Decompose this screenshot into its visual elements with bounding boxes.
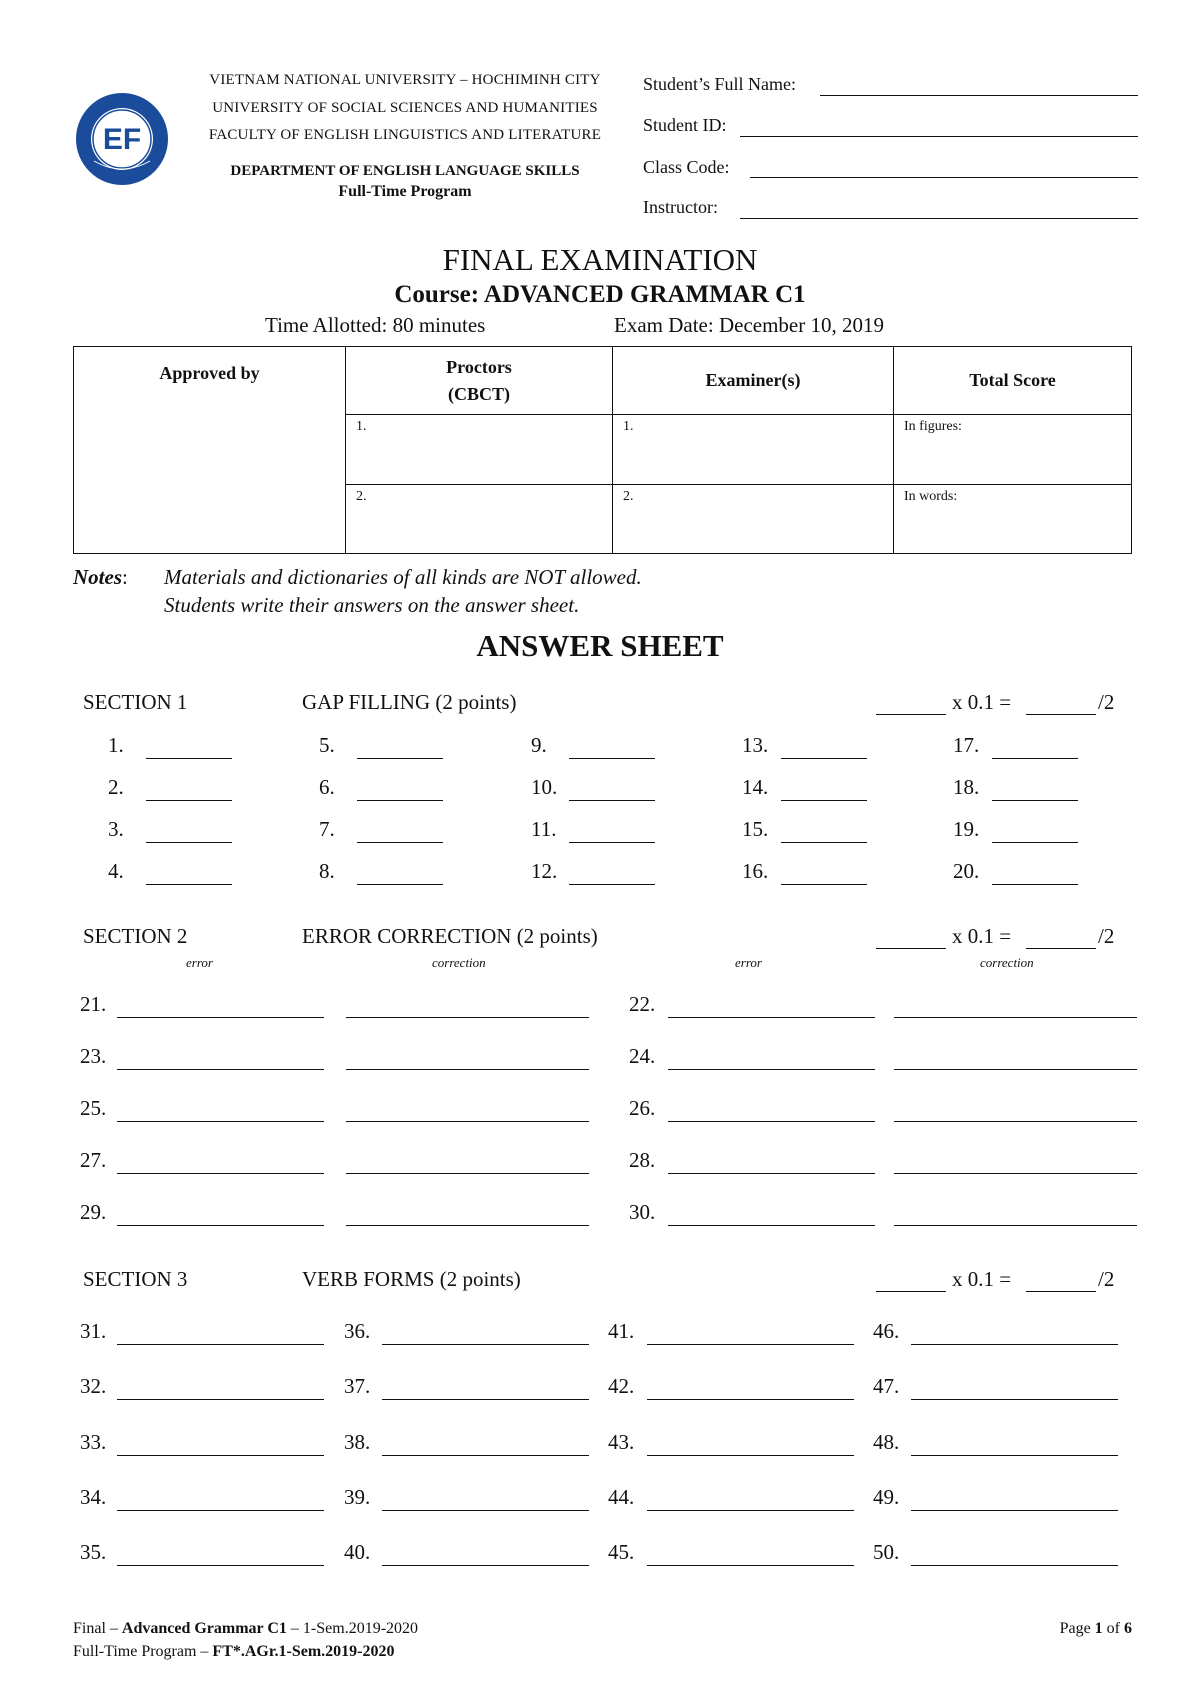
proctor-1-cell[interactable] — [346, 415, 613, 485]
answer-number: 1. — [108, 733, 124, 757]
answer-number: 18. — [953, 775, 980, 799]
answer-blank[interactable] — [992, 800, 1078, 801]
examiners-header: Examiner(s) — [613, 347, 894, 415]
answer-number: 47. — [873, 1374, 900, 1398]
answer-number: 25. — [80, 1096, 107, 1120]
instructor-field[interactable] — [740, 218, 1138, 219]
answer-number: 38. — [344, 1430, 371, 1454]
section-3-points: (2 points) — [439, 1267, 521, 1291]
score-figures-cell[interactable] — [894, 415, 1132, 485]
error-blank[interactable] — [668, 1017, 875, 1018]
answer-number: 30. — [629, 1200, 656, 1224]
page-number — [1060, 1620, 1132, 1638]
section-1-name: GAP FILLING — [302, 690, 431, 714]
answer-number: 46. — [873, 1319, 900, 1343]
answer-blank[interactable] — [146, 800, 232, 801]
class-code-label: Class Code: — [643, 157, 730, 177]
answer-sheet-title: ANSWER SHEET — [476, 628, 724, 663]
error-blank[interactable] — [117, 1173, 324, 1174]
institution-line-2: UNIVERSITY OF SOCIAL SCIENCES AND HUMANITIES — [212, 100, 598, 116]
section-1-score-field[interactable] — [1026, 714, 1096, 715]
answer-number: 49. — [873, 1485, 900, 1509]
answer-number: 19. — [953, 817, 980, 841]
svg-text:EF: EF — [102, 123, 142, 156]
correction-blank[interactable] — [346, 1225, 589, 1226]
answer-blank[interactable] — [569, 758, 655, 759]
answer-blank[interactable] — [382, 1455, 589, 1456]
answer-number: 42. — [608, 1374, 635, 1398]
page-of: of — [1102, 1620, 1124, 1637]
section-3-name: VERB FORMS — [302, 1267, 435, 1291]
footer-semester: – 1-Sem.2019-2020 — [286, 1620, 419, 1637]
error-blank[interactable] — [668, 1173, 875, 1174]
answer-number: 8. — [319, 859, 335, 883]
section-2-label: SECTION 2 — [83, 924, 188, 948]
proctors-header — [346, 347, 613, 415]
section-2-multiplier: x 0.1 = — [952, 924, 1012, 948]
correction-hint-left: correction — [432, 955, 486, 970]
answer-number: 2. — [108, 775, 124, 799]
section-2-score-field[interactable] — [1026, 948, 1096, 949]
notes-block — [73, 565, 128, 590]
examiner-2-label: 2. — [623, 489, 634, 504]
error-blank[interactable] — [117, 1225, 324, 1226]
institution-line-3: FACULTY OF ENGLISH LINGUISTICS AND LITERATURE — [208, 127, 602, 143]
section-2-name: ERROR CORRECTION — [302, 924, 512, 948]
answer-number: 14. — [742, 775, 769, 799]
answer-blank[interactable] — [117, 1565, 324, 1566]
answer-number: 43. — [608, 1430, 635, 1454]
answer-number: 12. — [531, 859, 558, 883]
answer-blank[interactable] — [781, 842, 867, 843]
answer-blank[interactable] — [647, 1565, 854, 1566]
answer-number: 33. — [80, 1430, 107, 1454]
answer-number: 45. — [608, 1540, 635, 1564]
answer-blank[interactable] — [357, 800, 443, 801]
footer-line-1 — [73, 1620, 418, 1638]
answer-number: 13. — [742, 733, 769, 757]
answer-number: 41. — [608, 1319, 635, 1343]
answer-number: 44. — [608, 1485, 635, 1509]
proctor-1-label: 1. — [356, 419, 367, 434]
answer-number: 48. — [873, 1430, 900, 1454]
answer-number: 16. — [742, 859, 769, 883]
answer-number: 10. — [531, 775, 558, 799]
answer-number: 20. — [953, 859, 980, 883]
error-blank[interactable] — [117, 1017, 324, 1018]
answer-blank[interactable] — [647, 1510, 854, 1511]
answer-number: 50. — [873, 1540, 900, 1564]
answer-blank[interactable] — [357, 842, 443, 843]
section-1-label: SECTION 1 — [83, 690, 188, 714]
answer-blank[interactable] — [382, 1565, 589, 1566]
error-hint-left: error — [186, 955, 213, 970]
answer-blank[interactable] — [382, 1510, 589, 1511]
error-blank[interactable] — [668, 1069, 875, 1070]
answer-blank[interactable] — [382, 1344, 589, 1345]
proctors-label: Proctors — [446, 356, 512, 377]
examiner-1-cell[interactable] — [613, 415, 894, 485]
answer-number: 32. — [80, 1374, 107, 1398]
proctor-2-cell[interactable] — [346, 485, 613, 554]
section-3-total: /2 — [1098, 1267, 1115, 1291]
answer-blank[interactable] — [911, 1399, 1118, 1400]
answer-blank[interactable] — [117, 1399, 324, 1400]
answer-number: 24. — [629, 1044, 656, 1068]
correction-blank[interactable] — [894, 1225, 1137, 1226]
answer-blank[interactable] — [781, 800, 867, 801]
answer-blank[interactable] — [911, 1510, 1118, 1511]
approved-by-label: Approved by — [159, 363, 260, 383]
answer-blank[interactable] — [992, 758, 1078, 759]
instructor-label: Instructor: — [643, 197, 718, 217]
correction-blank[interactable] — [346, 1017, 589, 1018]
answer-blank[interactable] — [647, 1455, 854, 1456]
answer-blank[interactable] — [781, 884, 867, 885]
correction-blank[interactable] — [346, 1121, 589, 1122]
answer-blank[interactable] — [647, 1399, 854, 1400]
answer-blank[interactable] — [117, 1344, 324, 1345]
answer-blank[interactable] — [992, 842, 1078, 843]
notes-colon: : — [122, 565, 128, 589]
answer-number: 29. — [80, 1200, 107, 1224]
department-name: DEPARTMENT OF ENGLISH LANGUAGE SKILLS — [230, 163, 580, 179]
page-current: 1 — [1094, 1620, 1103, 1637]
answer-blank[interactable] — [569, 842, 655, 843]
score-words-cell[interactable] — [894, 485, 1132, 554]
total-score-header: Total Score — [894, 347, 1132, 415]
section-3-multiplier: x 0.1 = — [952, 1267, 1012, 1291]
approval-table — [73, 346, 1132, 554]
answer-blank[interactable] — [146, 758, 232, 759]
error-blank[interactable] — [117, 1121, 324, 1122]
footer-line-2 — [73, 1643, 394, 1661]
in-figures-label: In figures: — [904, 419, 962, 434]
correction-blank[interactable] — [894, 1173, 1137, 1174]
answer-blank[interactable] — [647, 1344, 854, 1345]
answer-number: 28. — [629, 1148, 656, 1172]
answer-number: 34. — [80, 1485, 107, 1509]
answer-number: 31. — [80, 1319, 107, 1343]
error-hint-right: error — [735, 955, 762, 970]
notes-label: Notes — [73, 565, 122, 589]
answer-blank[interactable] — [146, 884, 232, 885]
error-blank[interactable] — [117, 1069, 324, 1070]
section-1-title — [302, 690, 516, 715]
section-2-points: (2 points) — [516, 924, 598, 948]
answer-number: 6. — [319, 775, 335, 799]
answer-blank[interactable] — [569, 800, 655, 801]
in-words-label: In words: — [904, 489, 958, 504]
answer-blank[interactable] — [357, 884, 443, 885]
footer-prefix-1: Final – — [73, 1620, 122, 1637]
correction-blank[interactable] — [894, 1069, 1137, 1070]
correction-blank[interactable] — [346, 1173, 589, 1174]
answer-number: 40. — [344, 1540, 371, 1564]
institution-line-1: VIETNAM NATIONAL UNIVERSITY – HOCHIMINH CITY — [209, 72, 601, 88]
correction-blank[interactable] — [346, 1069, 589, 1070]
answer-number: 15. — [742, 817, 769, 841]
answer-blank[interactable] — [911, 1565, 1118, 1566]
answer-number: 5. — [319, 733, 335, 757]
exam-date: Exam Date: December 10, 2019 — [614, 313, 884, 337]
answer-number: 37. — [344, 1374, 371, 1398]
footer-code: FT*.AGr.1-Sem.2019-2020 — [212, 1643, 395, 1660]
answer-number: 27. — [80, 1148, 107, 1172]
footer-course: Advanced Grammar C1 — [121, 1620, 287, 1637]
class-code-field[interactable] — [750, 177, 1138, 178]
section-3-label: SECTION 3 — [83, 1267, 188, 1291]
answer-number: 36. — [344, 1319, 371, 1343]
page-total: 6 — [1124, 1620, 1132, 1637]
answer-blank[interactable] — [992, 884, 1078, 885]
correction-blank[interactable] — [894, 1121, 1137, 1122]
section-1-total: /2 — [1098, 690, 1115, 714]
section-1-multiplier: x 0.1 = — [952, 690, 1012, 714]
answer-blank[interactable] — [569, 884, 655, 885]
exam-title: FINAL EXAMINATION — [442, 242, 758, 277]
page-prefix: Page — [1059, 1620, 1095, 1637]
answer-number: 26. — [629, 1096, 656, 1120]
answer-number: 7. — [319, 817, 335, 841]
correction-blank[interactable] — [894, 1017, 1137, 1018]
answer-number: 4. — [108, 859, 124, 883]
student-name-label: Student’s Full Name: — [643, 74, 796, 94]
answer-number: 23. — [80, 1044, 107, 1068]
answer-blank[interactable] — [382, 1399, 589, 1400]
student-id-field[interactable] — [740, 136, 1138, 137]
notes-line-1: Materials and dictionaries of all kinds are NOT allowed. — [164, 565, 642, 589]
answer-number: 22. — [629, 992, 656, 1016]
section-3-title — [302, 1267, 521, 1292]
student-id-label: Student ID: — [643, 115, 727, 135]
section-1-points: (2 points) — [435, 690, 517, 714]
time-allotted: Time Allotted: 80 minutes — [265, 313, 486, 337]
examiner-1-label: 1. — [623, 419, 634, 434]
section-3-score-field[interactable] — [1026, 1291, 1096, 1292]
examiner-2-cell[interactable] — [613, 485, 894, 554]
section-2-raw-score-field[interactable] — [876, 948, 946, 949]
proctor-2-label: 2. — [356, 489, 367, 504]
answer-number: 21. — [80, 992, 107, 1016]
answer-number: 9. — [531, 733, 547, 757]
answer-blank[interactable] — [781, 758, 867, 759]
section-1-raw-score-field[interactable] — [876, 714, 946, 715]
answer-blank[interactable] — [911, 1344, 1118, 1345]
section-2-total: /2 — [1098, 924, 1115, 948]
program-name: Full-Time Program — [338, 183, 472, 200]
answer-blank[interactable] — [357, 758, 443, 759]
section-3-raw-score-field[interactable] — [876, 1291, 946, 1292]
answer-number: 3. — [108, 817, 124, 841]
proctors-sub-label: (CBCT) — [448, 383, 510, 404]
notes-line-2: Students write their answers on the answer sheet. — [164, 593, 580, 617]
footer-prefix-2: Full-Time Program – — [73, 1643, 213, 1660]
correction-hint-right: correction — [980, 955, 1034, 970]
answer-blank[interactable] — [146, 842, 232, 843]
error-blank[interactable] — [668, 1121, 875, 1122]
answer-blank[interactable] — [117, 1455, 324, 1456]
course-title: Course: ADVANCED GRAMMAR C1 — [394, 281, 806, 308]
faculty-logo — [74, 91, 170, 187]
answer-number: 11. — [531, 817, 557, 841]
answer-number: 39. — [344, 1485, 371, 1509]
error-blank[interactable] — [668, 1225, 875, 1226]
approved-by-cell — [74, 347, 346, 554]
answer-blank[interactable] — [911, 1455, 1118, 1456]
student-name-field[interactable] — [820, 95, 1138, 96]
answer-number: 35. — [80, 1540, 107, 1564]
section-2-title — [302, 924, 598, 949]
answer-blank[interactable] — [117, 1510, 324, 1511]
answer-number: 17. — [953, 733, 980, 757]
